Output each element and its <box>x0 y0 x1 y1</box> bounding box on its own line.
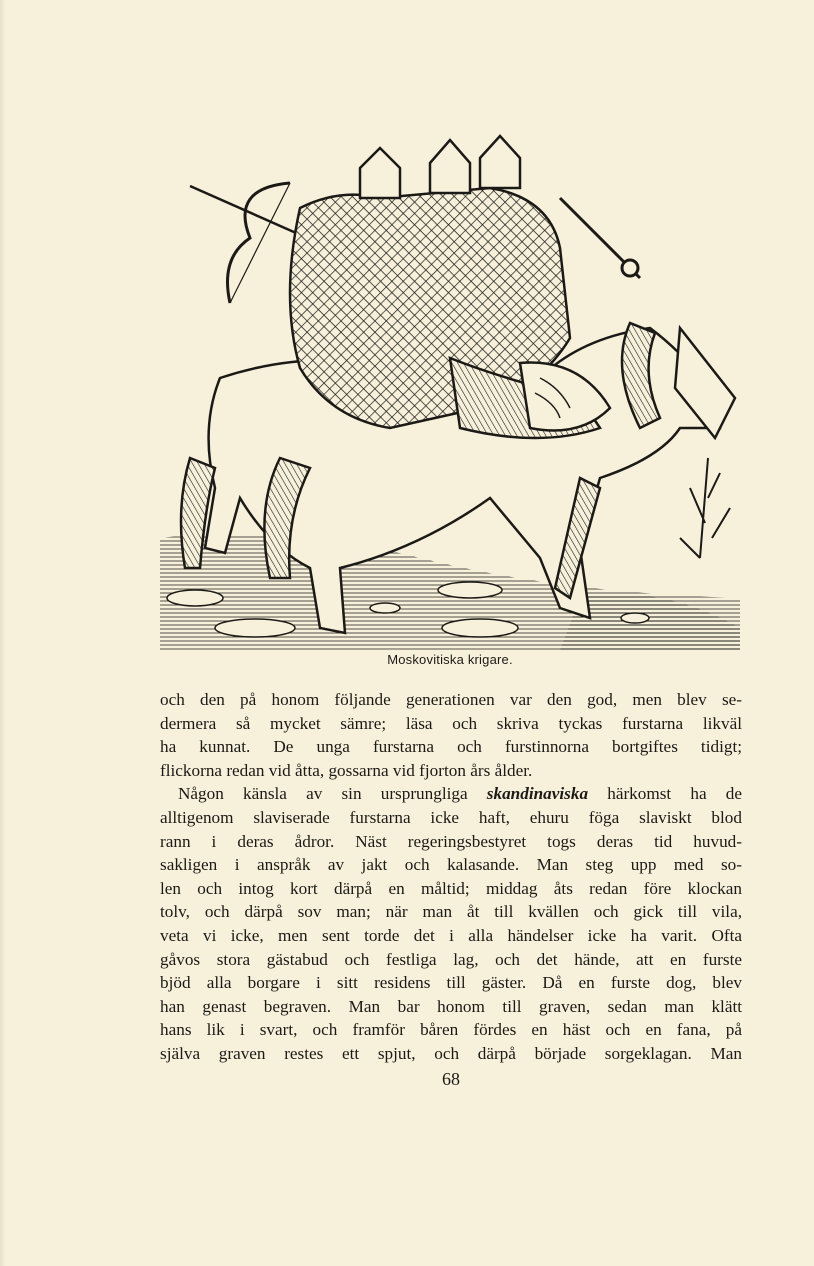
text-line: alltigenom slaviserade furstarna icke haft, ehuru föga slaviskt blod <box>160 807 742 827</box>
paragraph-first-line <box>160 782 742 806</box>
text-segment: härkomst ha de <box>588 784 742 804</box>
text-line: bjöd alla borgare i sitt residens till gäster. Då en furste dog, blev <box>160 973 742 993</box>
text-line: dermera så mycket sämre; läsa och skriva tyckas furstarna likväl <box>160 713 742 733</box>
page-number: 68 <box>442 1069 460 1089</box>
text-line: flickorna redan vid åtta, gossarna vid fjorton års ålder. <box>160 760 533 780</box>
bush <box>680 458 730 558</box>
text-line: och den på honom följande generationen var den god, men blev se- <box>160 690 742 709</box>
text-segment: Någon känsla av sin ursprungliga <box>178 784 487 804</box>
text-line: veta vi icke, men sent torde det i alla händelser icke ha varit. Ofta <box>160 925 742 945</box>
riders-woodcut-svg <box>160 128 740 650</box>
text-line: han genast begraven. Man bar honom till graven, sedan man klätt <box>160 996 742 1016</box>
riders <box>290 136 610 438</box>
italic-term: skandinaviska <box>486 784 589 804</box>
text-line: len och intog kort därpå en måltid; middag åts redan före klockan <box>160 878 742 898</box>
text-line: tolv, och därpå sov man; när man åt till kvällen och gick till vila, <box>160 902 742 922</box>
ground <box>160 534 740 651</box>
weapons <box>560 198 640 278</box>
figure-caption: Moskovitiska krigare. <box>387 652 513 667</box>
body-text <box>160 688 742 1066</box>
text-line: ha kunnat. De unga furstarna och furstinnorna bortgiftes tidigt; <box>160 737 742 757</box>
page-edge <box>0 0 6 1266</box>
text-line: rann i deras ådror. Näst regeringsbestyret togs deras tid huvud- <box>160 831 742 851</box>
text-line: sakligen i anspråk av jakt och kalasande. Man steg upp med so- <box>160 855 742 875</box>
text-line: själva graven restes ett spjut, och därpå började sorgeklagan. Man <box>160 1043 742 1063</box>
woodcut-illustration <box>160 128 740 650</box>
text-line: hans lik i svart, och framför båren fördes en häst och en fana, på <box>160 1020 742 1040</box>
text-line: gåvos stora gästabud och festliga lag, och det hände, att en furste <box>160 949 742 969</box>
